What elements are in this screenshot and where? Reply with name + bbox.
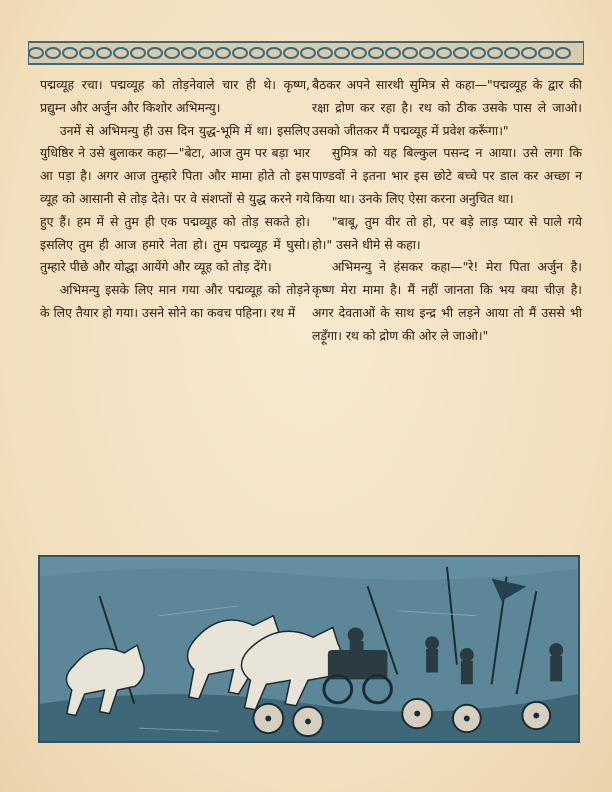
paragraph: अभिमन्यु इसके लिए मान गया और पद्मव्यूह को तोड़ने के लिए तैयार हो गया। उसने सोने का कवच पहिना। रथ में [40,282,310,320]
paragraph: सुमित्र को यह बिल्कुल पसन्द न आया। उसे लगा कि पाण्डवों ने इतना भार इस छोटे बच्चे पर डाल कर अच्छा न किया था। उनके लिए ऐसा करना अनुचित था। [312,145,582,206]
paragraph: बैठकर अपने सारथी सुमित्र से कहा—"पद्मव्यूह के द्वार की रक्षा द्रोण कर रहा है। रथ को ठीक उसके पास ले जाओ। उसको जीतकर मैं पद्मव्यूह में प्रवेश करूँगा।" [312,77,582,138]
paragraph: अभिमन्यु ने हंसकर कहा—"रे! मेरा पिता अर्जुन है। कृष्ण मेरा मामा है। मैं नहीं जानता कि भय क्या चीज़ है। अगर देवताओं के साथ इन्द्र भी लड़ने आया तो मैं उससे भी लड़ूँगा। रथ को द्रोण की ओर ले जाओ।" [312,259,582,343]
decorative-border [28,40,584,66]
right-column [312,74,582,348]
paragraph: उनमें से अभिमन्यु ही उस दिन युद्ध-भूमि में था। इसलिए युधिष्ठिर ने उसे बुलाकर कहा—"बेटा, आज तुम पर बड़ा भार आ पड़ा है। अगर आज तुम्हारे पिता और मामा होते तो इस व्यूह को आसानी से तोड़ देते। पर वे संशप्तों से युद्ध करने गये हुए हैं। हम में से तुम ही एक पद्मव्यूह को तोड़ सकते हो। इसलिए तुम ही आज हमारे नेता हो। तुम पद्मव्यूह में घुसो। तुम्हारे पीछे और योद्धा आयेंगे और व्यूह को तोड़ देंगे। [40,122,310,275]
paragraph: पद्मव्यूह रचा। पद्मव्यूह को तोड़नेवाले चार ही थे। कृष्ण, प्रद्युम्न और अर्जुन और किशोर अभिमन्यु। [40,77,310,115]
paragraph: "बाबू, तुम वीर तो हो, पर बड़े लाड़ प्यार से पाले गये हो।" उसने धीमे से कहा। [312,213,582,252]
left-column [40,74,310,325]
ornamental-border-icon [28,40,584,66]
battle-illustration [38,555,580,743]
battle-scene-icon [40,557,578,741]
